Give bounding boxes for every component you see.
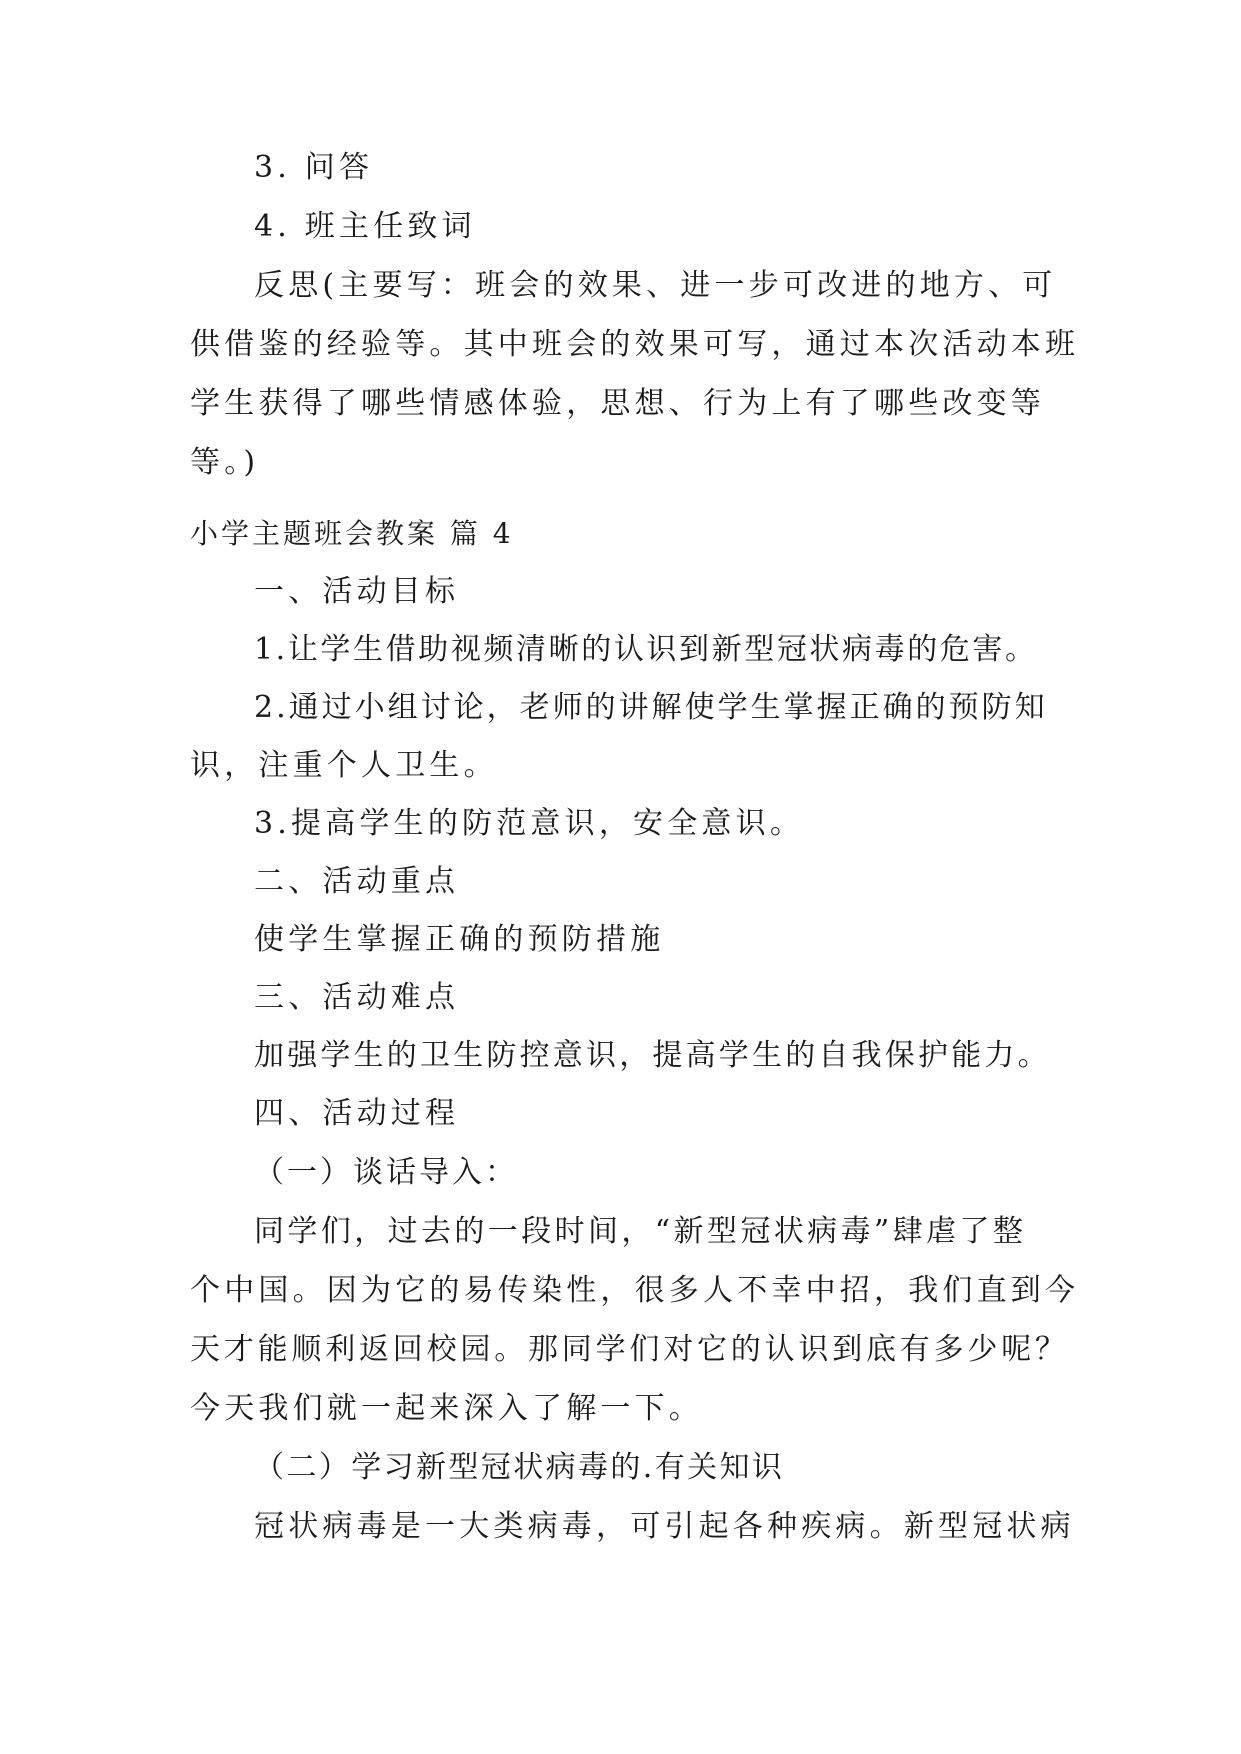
goal-item-2-line-2: 识，注重个人卫生。 xyxy=(190,748,498,783)
heading-activity-focus: 二、活动重点 xyxy=(254,864,460,899)
goal-item-2-line-1: 2.通过小组讨论，老师的讲解使学生掌握正确的预防知 xyxy=(254,690,1048,725)
list-item-teacher-speech: 4. 班主任致词 xyxy=(254,209,476,244)
paragraph-reflection-line-2: 供借鉴的经验等。其中班会的效果可写，通过本次活动本班 xyxy=(190,327,1080,362)
paragraph-coronavirus-line-1: 冠状病毒是一大类病毒，可引起各种疾病。新型冠状病 xyxy=(254,1509,1075,1544)
paragraph-reflection-line-3: 学生获得了哪些情感体验，思想、行为上有了哪些改变等 xyxy=(190,386,1045,421)
paragraph-intro-line-1: 同学们，过去的一段时间，“新型冠状病毒”肆虐了整 xyxy=(254,1214,1027,1249)
goal-item-3: 3.提高学生的防范意识，安全意识。 xyxy=(254,806,805,841)
paragraph-intro-line-3: 天才能顺利返回校园。那同学们对它的认识到底有多少呢？ xyxy=(190,1332,1069,1367)
section-title: 小学主题班会教案 篇 4 xyxy=(190,517,514,550)
list-item-qa: 3. 问答 xyxy=(254,150,374,185)
goal-item-1: 1.让学生借助视频清晰的认识到新型冠状病毒的危害。 xyxy=(254,632,1038,667)
paragraph-reflection-line-4: 等。) xyxy=(190,445,260,480)
subheading-intro-talk: （一）谈话导入： xyxy=(254,1155,518,1190)
subheading-covid-knowledge: （二）学习新型冠状病毒的.有关知识 xyxy=(254,1450,785,1485)
heading-activity-goals: 一、活动目标 xyxy=(254,574,460,609)
paragraph-intro-line-4: 今天我们就一起来深入了解一下。 xyxy=(190,1391,703,1426)
paragraph-reflection-line-1: 反思(主要写：班会的效果、进一步可改进的地方、可 xyxy=(254,268,1057,303)
heading-activity-difficulty: 三、活动难点 xyxy=(254,980,460,1015)
focus-text: 使学生掌握正确的预防措施 xyxy=(254,922,665,957)
heading-activity-process: 四、活动过程 xyxy=(254,1096,460,1131)
difficulty-text: 加强学生的卫生防控意识，提高学生的自我保护能力。 xyxy=(254,1038,1051,1073)
paragraph-intro-line-2: 个中国。因为它的易传染性，很多人不幸中招，我们直到今 xyxy=(190,1273,1080,1308)
